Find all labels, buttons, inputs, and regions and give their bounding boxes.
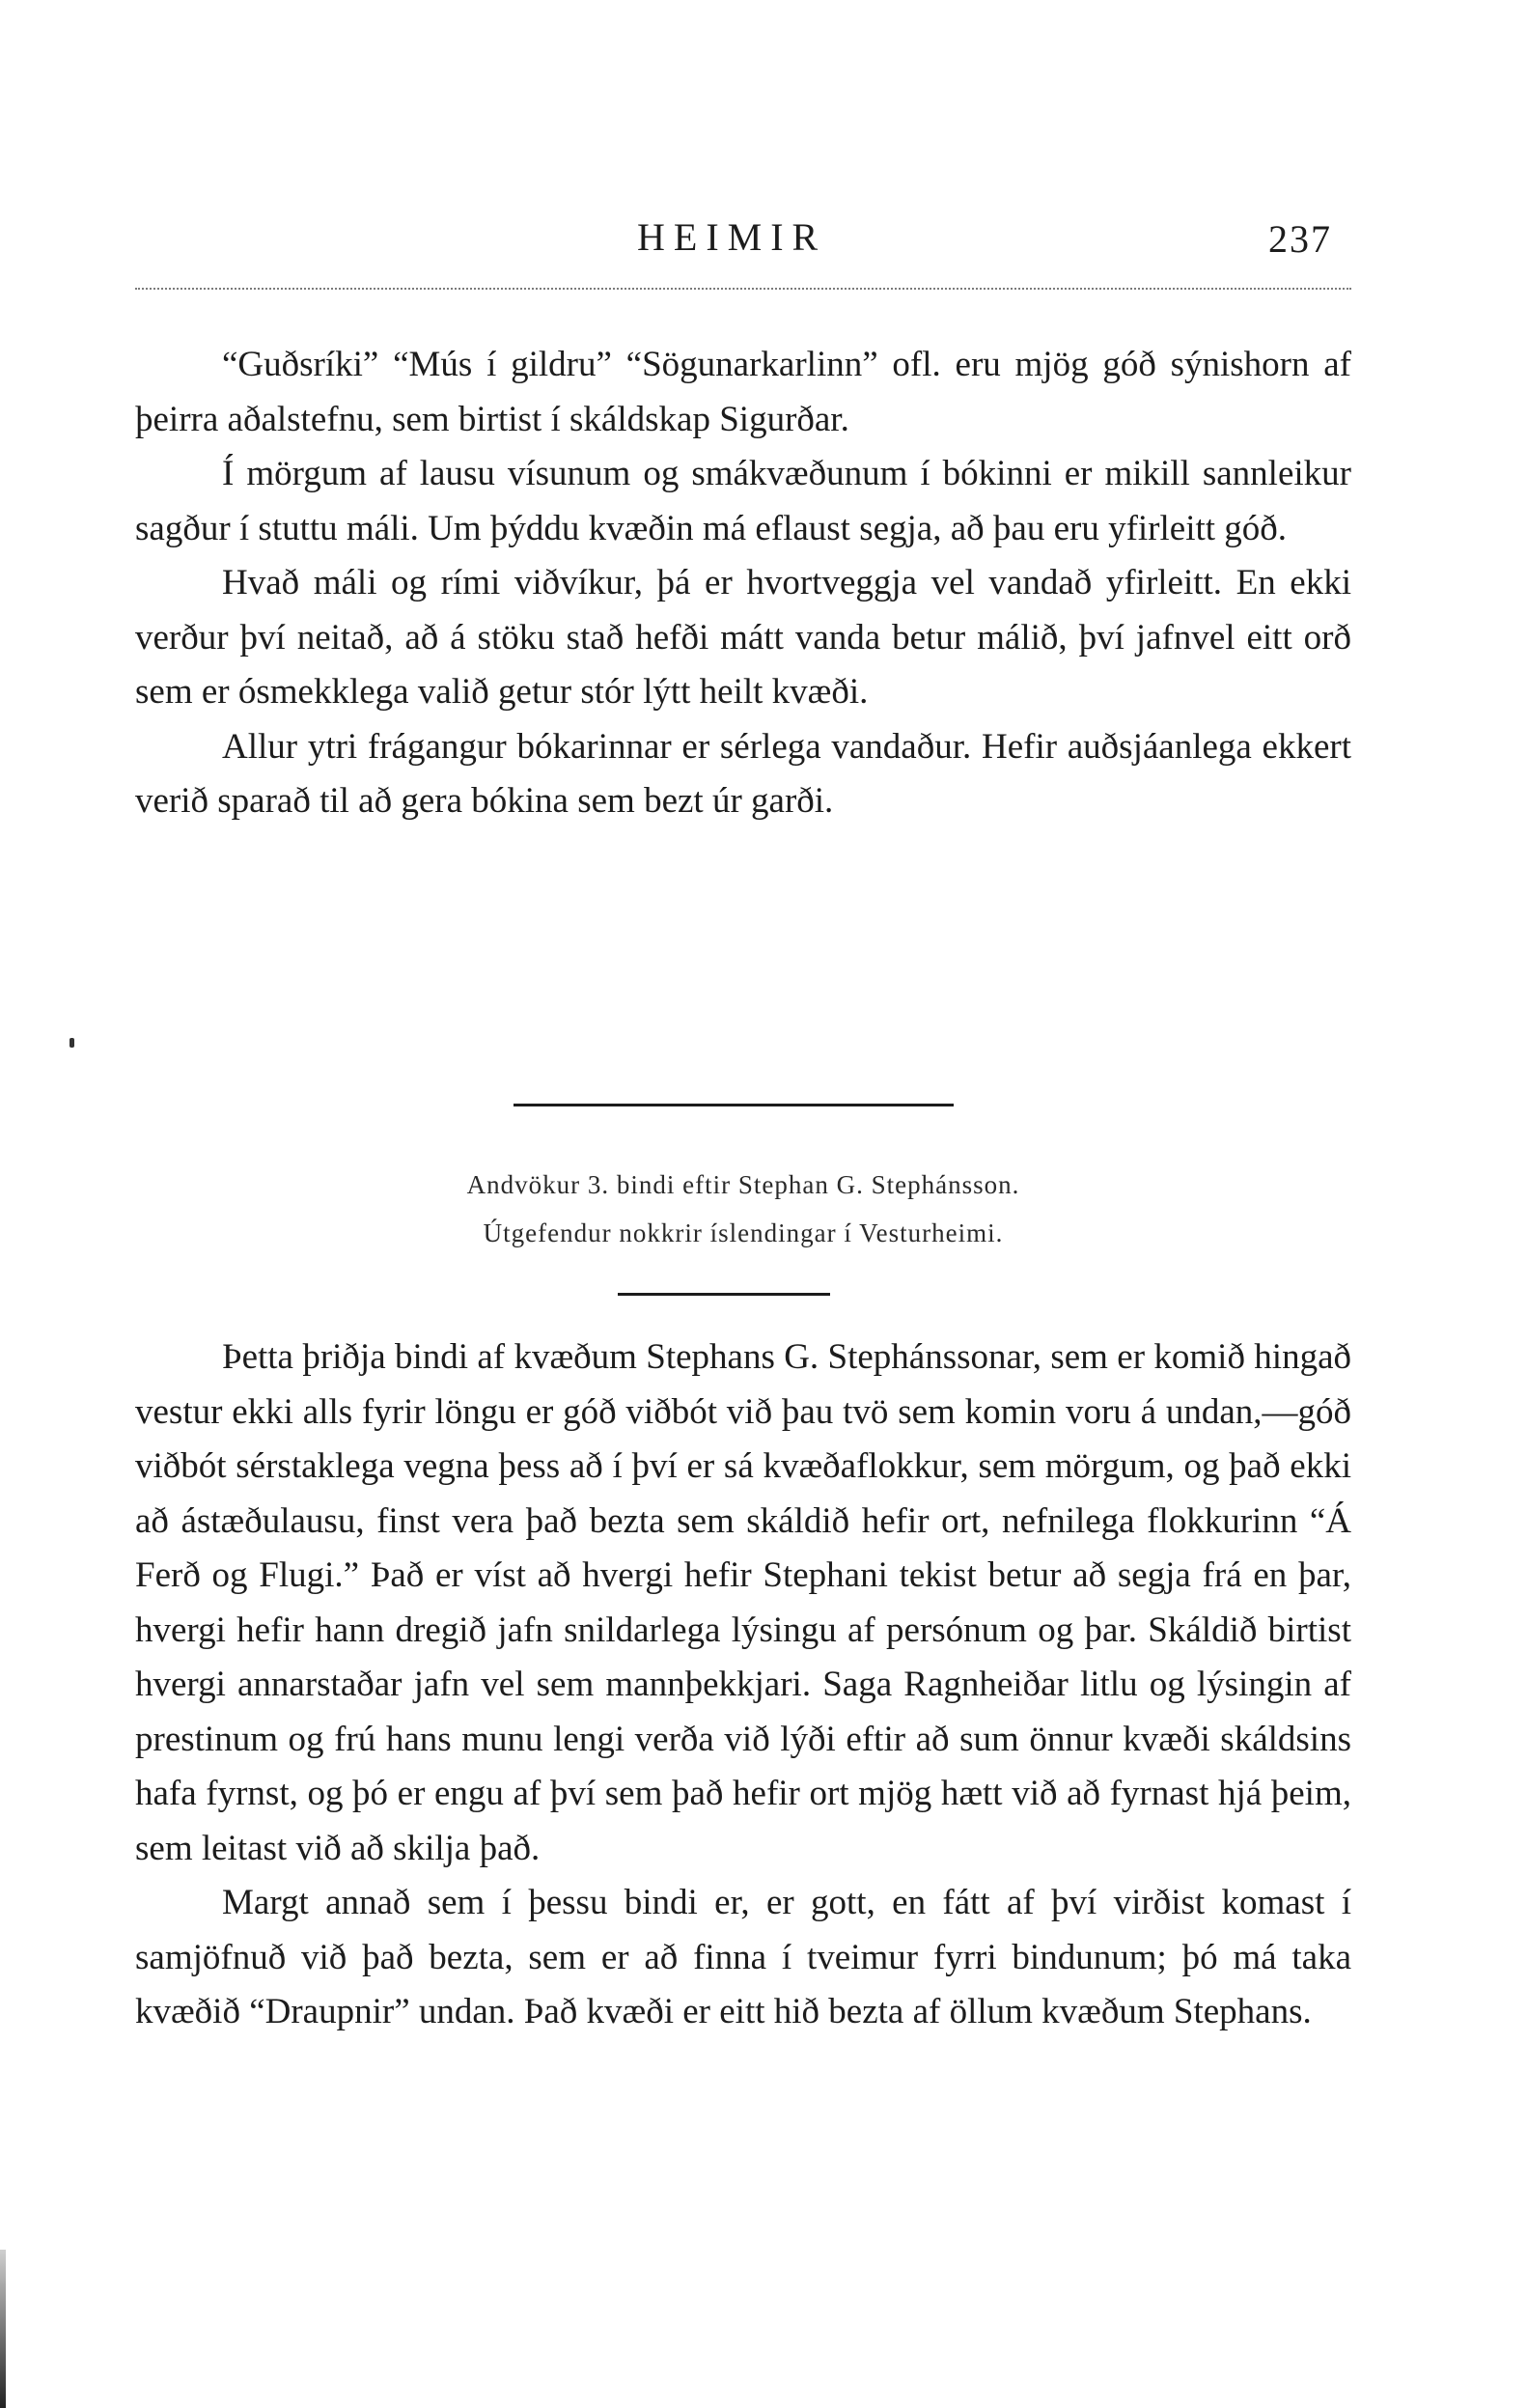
running-title: HEIMIR: [637, 215, 827, 259]
section-divider-short: [618, 1293, 830, 1296]
paragraph: Í mörgum af lausu vísunum og smákvæðunum í bókinni er mikill sannleikur sagður í stuttu máli. Um þýddu kvæðin má eflaust segja, að þau eru yfirleitt góð.: [135, 454, 1351, 548]
reviewed-book-publisher: Útgefendur nokkrir íslendingar í Vesturheimi.: [483, 1218, 1004, 1247]
paragraph: Margt annað sem í þessu bindi er, er gott, en fátt af því virðist komast í samjöfnuð við það bezta, sem er að finna í tveimur fyrri bindunum; þó má taka kvæðið “Draupnir” undan. Það kvæði er eitt hið bezta af öllum kvæðum Stephans.: [135, 1883, 1351, 2031]
paragraph: Allur ytri frágangur bókarinnar er sérlega vandaður. Hefir auðsjáanlega ekkert verið sparað til að gera bókina sem bezt úr garði.: [135, 726, 1351, 821]
page-number: 237: [1268, 217, 1332, 261]
book-review: [135, 1330, 1351, 2040]
paragraph: Hvað máli og rími viðvíkur, þá er hvortveggja vel vandað yfirleitt. En ekki verður því neitað, að á stöku stað hefði mátt vanda betur málið, því jafnvel eitt orð sem er ósmekklega valið getur stór lýtt heilt kvæði.: [135, 563, 1351, 712]
running-header: [135, 214, 1351, 282]
review-continuation: [135, 338, 1351, 829]
page-edge-shadow: [0, 2250, 6, 2408]
margin-mark: [69, 1038, 74, 1048]
section-divider: [514, 1104, 954, 1106]
paragraph: “Guðsríki” “Mús í gildru” “Sögunarkarlinn” ofl. eru mjög góð sýnishorn af þeirra aðalstefnu, sem birtist í skáldskap Sigurðar.: [135, 345, 1351, 439]
paragraph: Þetta þriðja bindi af kvæðum Stephans G. Stephánssonar, sem er komið hingað vestur ekki alls fyrir löngu er góð viðbót við þau tvö sem komin voru á undan,—góð viðbót sérstaklega vegna þess að í því er sá kvæðaflokkur, sem mörgum, og það ekki að ástæðulausu, finst vera það bezta sem skáldið hefir ort, nefnilega flokkurinn “Á Ferð og Flugi.” Það er víst að hvergi hefir Stephani tekist betur að segja frá en þar, hvergi hefir hann dregið jafn snildarlega lýsingu af persónum og þar. Skáldið birtist hvergi annarstaðar jafn vel sem mannþekkjari. Saga Ragnheiðar litlu og lýsingin af prestinum og frú hans munu lengi verða við lýði eftir að sum önnur kvæði skáldsins hafa fyrnst, og þó er engu af því sem það hefir ort mjög hætt við að fyrnast hjá þeim, sem leitast við að skilja það.: [135, 1337, 1351, 1868]
reviewed-book-title: Andvökur 3. bindi eftir Stephan G. Stephánsson.: [466, 1170, 1020, 1199]
header-divider: [135, 288, 1351, 290]
